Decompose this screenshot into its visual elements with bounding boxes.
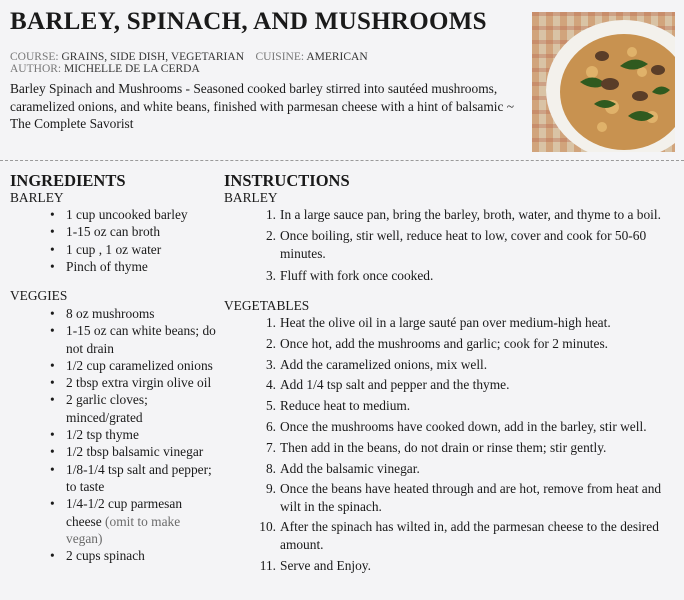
instructions-heading: INSTRUCTIONS	[224, 171, 350, 190]
step-text: Then add in the beans, do not drain or rinse them; stir gently.	[280, 439, 607, 455]
author-value: MICHELLE DE LA CERDA	[64, 63, 200, 75]
step-number: 3.	[265, 267, 276, 283]
instruction-step	[252, 356, 672, 373]
barley-ingredient-list	[48, 206, 218, 275]
step-text: Fluff with fork once cooked.	[280, 267, 434, 283]
ingredients-veggies-label: VEGGIES	[10, 288, 68, 303]
ingredient-item: • 1 cup , 1 oz water	[48, 241, 218, 258]
step-number: 1.	[265, 315, 276, 330]
parmesan-note: (omit to make vegan)	[66, 513, 181, 546]
instruction-step	[252, 397, 672, 414]
step-text: Heat the olive oil in a large sauté pan over medium-high heat.	[280, 315, 611, 330]
step-number: 10.	[259, 519, 276, 535]
step-text: Reduce heat to medium.	[280, 398, 411, 414]
recipe-meta-course	[10, 51, 368, 63]
recipe-meta-author	[10, 63, 200, 75]
ingredient-item: • 2 cups spinach	[48, 547, 218, 564]
instruction-step	[252, 460, 672, 477]
instructions-barley-label: BARLEY	[224, 190, 278, 205]
ingredients-heading: INGREDIENTS	[10, 171, 126, 190]
step-number: 5.	[265, 398, 276, 414]
veggies-ingredient-list	[48, 305, 218, 564]
step-number: 11.	[259, 557, 276, 573]
recipe-title: BARLEY, SPINACH, AND MUSHROOMS	[10, 8, 487, 35]
cuisine-value: AMERICAN	[306, 51, 368, 63]
ingredient-item	[48, 495, 218, 547]
instruction-step	[252, 206, 672, 223]
step-number: 9.	[265, 481, 276, 497]
instruction-step	[252, 267, 672, 284]
ingredient-item: • 1 cup uncooked barley	[48, 206, 218, 223]
instruction-step	[252, 557, 672, 574]
step-text: Once the mushrooms have cooked down, add in the barley, stir well.	[280, 418, 647, 434]
step-number: 8.	[265, 460, 276, 476]
cuisine-label: CUISINE:	[255, 51, 305, 63]
ingredient-item: • 1-15 oz can broth	[48, 223, 218, 240]
ingredient-item: • 1/2 cup caramelized onions	[48, 357, 218, 374]
step-number: 1.	[265, 207, 276, 222]
ingredient-item: • Pinch of thyme	[48, 258, 218, 275]
step-number: 3.	[265, 356, 276, 372]
step-text: In a large sauce pan, bring the barley, broth, water, and thyme to a boil.	[280, 207, 661, 222]
step-text: Once boiling, stir well, reduce heat to low, cover and cook for 50-60 minutes.	[280, 228, 647, 261]
vegetables-step-list	[252, 314, 672, 574]
step-text: Add the balsamic vinegar.	[280, 460, 420, 476]
barley-dish-image	[532, 12, 675, 152]
instruction-step	[252, 335, 672, 352]
instruction-step	[252, 376, 672, 393]
step-number: 7.	[265, 439, 276, 455]
step-number: 2.	[265, 228, 276, 244]
instruction-step	[252, 418, 672, 435]
ingredients-barley-label: BARLEY	[10, 190, 64, 205]
instruction-step	[252, 518, 672, 553]
step-text: Once the beans have heated through and are hot, remove from heat and wilt in the spinach.	[280, 481, 662, 514]
instruction-step	[252, 480, 672, 515]
barley-step-list	[252, 206, 672, 284]
ingredient-item: • 1/2 tsp thyme	[48, 426, 218, 443]
instruction-step	[252, 314, 672, 331]
instruction-step	[252, 227, 672, 262]
ingredient-item: • 2 garlic cloves; minced/grated	[48, 391, 218, 426]
step-text: Serve and Enjoy.	[280, 557, 371, 573]
section-divider	[0, 160, 684, 161]
step-text: Add 1/4 tsp salt and pepper and the thyme.	[280, 377, 510, 393]
instructions-vegetables-label: VEGETABLES	[224, 298, 310, 313]
course-value: GRAINS, SIDE DISH, VEGETARIAN	[61, 51, 244, 63]
step-text: Once hot, add the mushrooms and garlic; cook for 2 minutes.	[280, 335, 608, 351]
parmesan-text: 1/4-1/2 cup parmesan cheese	[66, 496, 183, 529]
step-text: Add the caramelized onions, mix well.	[280, 356, 488, 372]
instruction-step	[252, 439, 672, 456]
course-label: COURSE:	[10, 51, 59, 63]
recipe-photo	[532, 12, 675, 152]
ingredient-item: • 1/8-1/4 tsp salt and pepper; to taste	[48, 461, 218, 496]
ingredient-item: • 8 oz mushrooms	[48, 305, 218, 322]
step-number: 2.	[265, 335, 276, 351]
step-number: 6.	[265, 418, 276, 434]
step-number: 4.	[265, 377, 276, 393]
step-text: After the spinach has wilted in, add the parmesan cheese to the desired amount.	[280, 519, 659, 552]
ingredient-item: • 1-15 oz can white beans; do not drain	[48, 322, 218, 357]
author-label: AUTHOR:	[10, 63, 62, 75]
ingredient-item: • 1/2 tbsp balsamic vinegar	[48, 443, 218, 460]
ingredient-item: • 2 tbsp extra virgin olive oil	[48, 374, 218, 391]
recipe-description: Barley Spinach and Mushrooms - Seasoned cooked barley stirred into sautéed mushrooms, caramelized onions, and white beans, finished with parmesan cheese with a hint of balsamic ~ The Complete Savorist	[10, 81, 515, 131]
